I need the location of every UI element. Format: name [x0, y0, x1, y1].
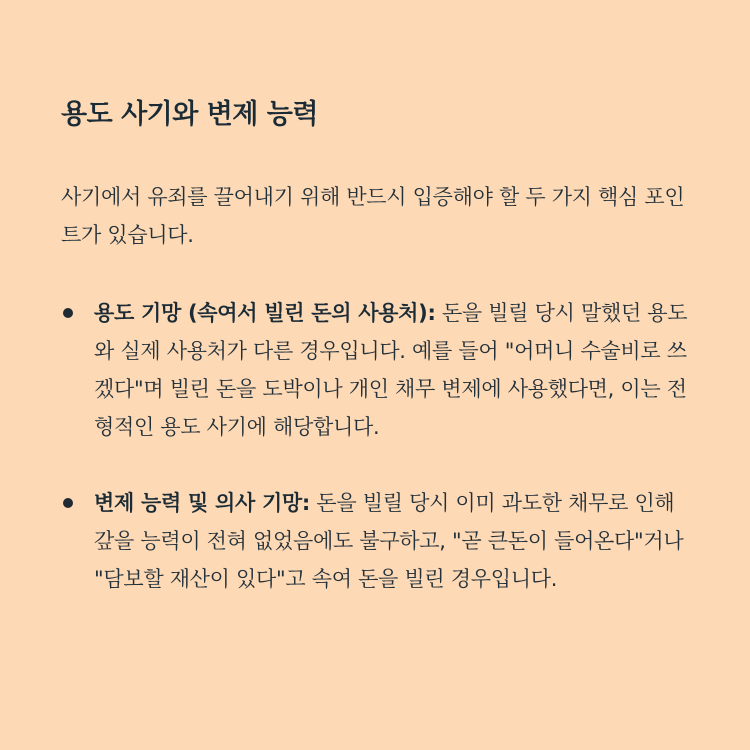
point-term: 변제 능력 및 의사 기망: — [94, 491, 311, 515]
point-text: 돈을 빌릴 당시 말했던 용도와 실제 사용처가 다른 경우입니다. 예를 들어 "어머니 수술비로 쓰겠다"며 빌린 돈을 도박이나 개인 채무 변제에 사용했다면, 이는 전형적인 용도 사기에 해당합니다. — [94, 301, 688, 439]
page-title: 용도 사기와 변제 능력 — [61, 99, 318, 130]
bullet-icon — [63, 308, 73, 318]
key-points-list — [61, 294, 694, 598]
bullet-icon — [63, 498, 73, 508]
list-item-repayment-ability — [61, 484, 694, 598]
point-term: 용도 기망 (속여서 빌린 돈의 사용처): — [94, 301, 436, 325]
list-item-purpose-deception — [61, 294, 694, 446]
intro-paragraph: 사기에서 유죄를 끌어내기 위해 반드시 입증해야 할 두 가지 핵심 포인트가 있습니다. — [61, 185, 685, 247]
point-text: 돈을 빌릴 당시 이미 과도한 채무로 인해 갚을 능력이 전혀 없었음에도 불구하고, "곧 큰돈이 들어온다"거나 "담보할 재산이 있다"고 속여 돈을 빌린 경우입니다. — [94, 491, 684, 591]
